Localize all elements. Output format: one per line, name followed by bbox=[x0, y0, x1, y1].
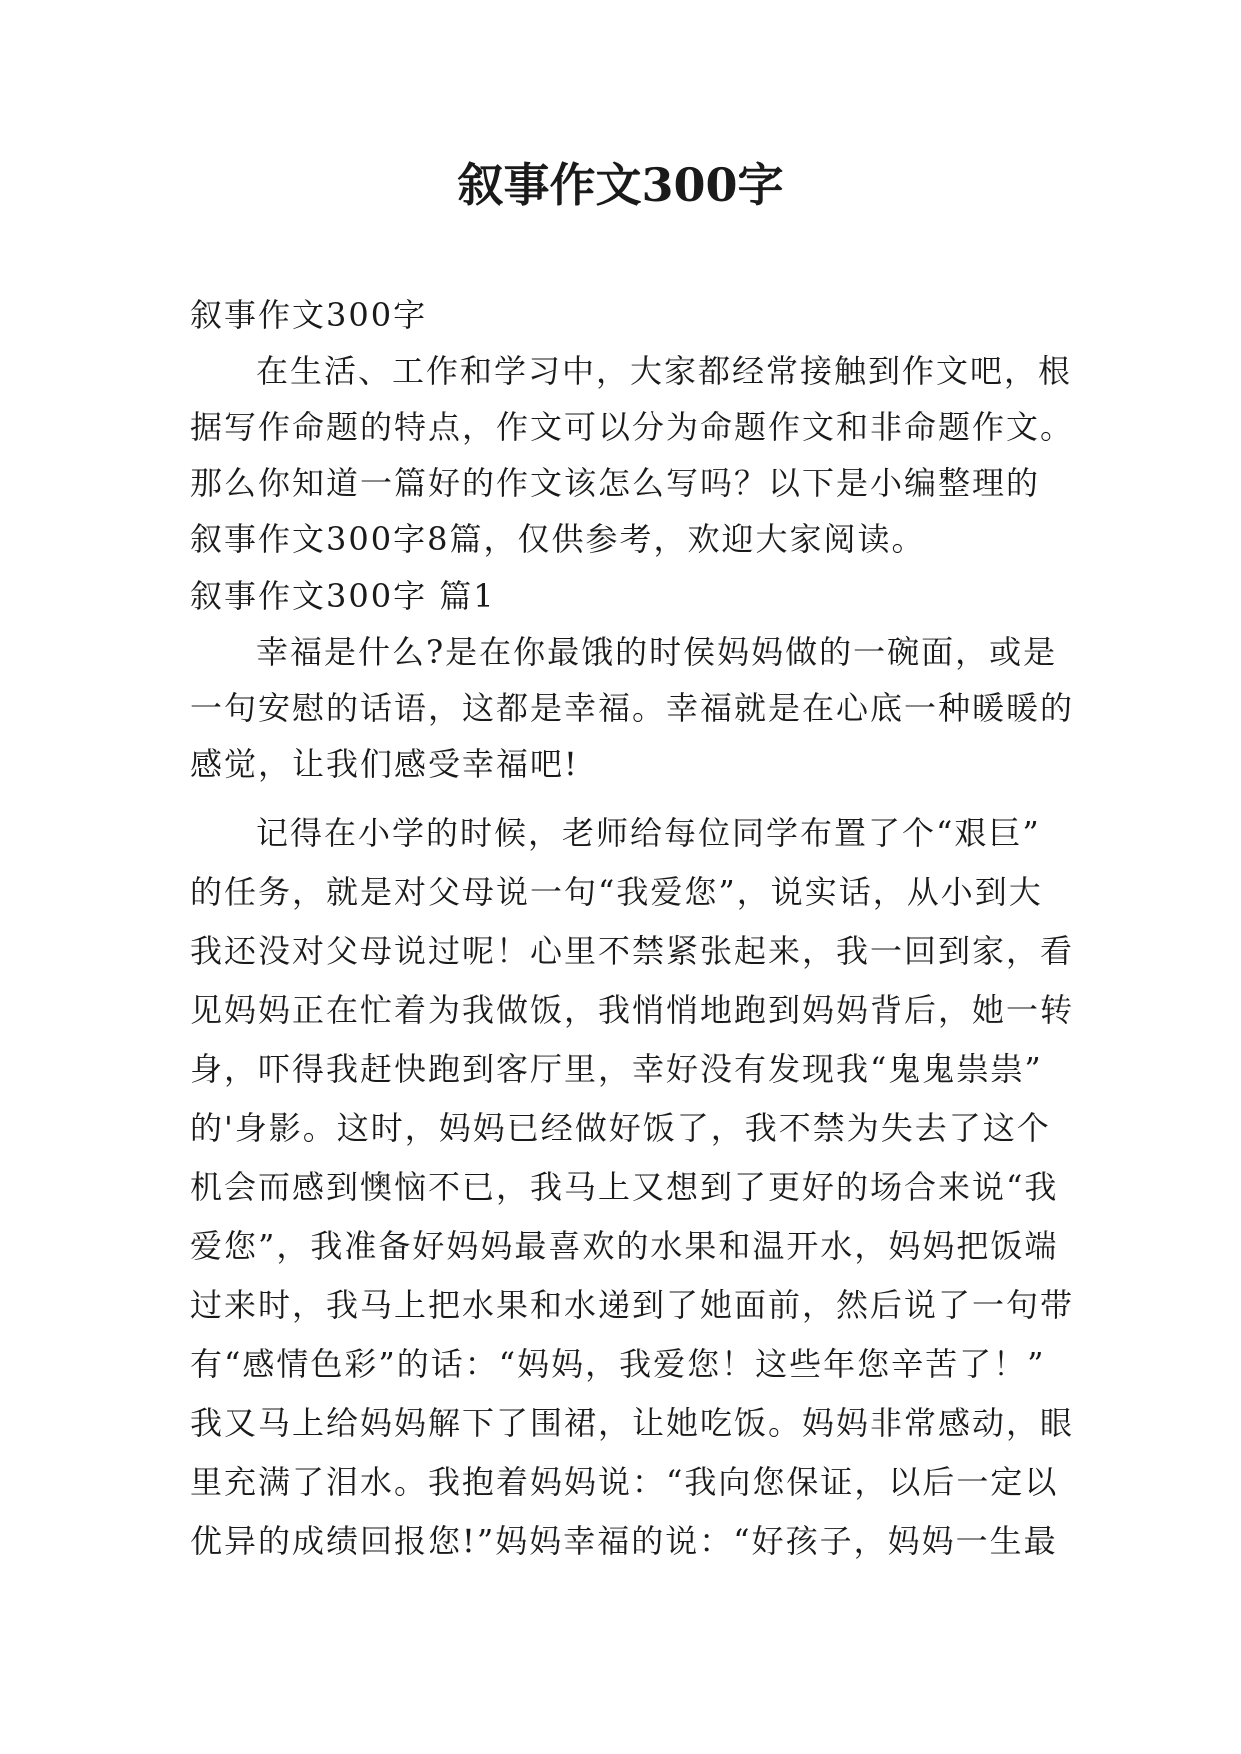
paragraph-line: 叙事作文300字8篇，仅供参考，欢迎大家阅读。 bbox=[190, 520, 926, 558]
paragraph-line: 据写作命题的特点，作文可以分为命题作文和非命题作文。 bbox=[190, 408, 1075, 446]
paragraph-line: 优异的成绩回报您!”妈妈幸福的说：“好孩子，妈妈一生最 bbox=[190, 1522, 1058, 1560]
paragraph-line: 一句安慰的话语，这都是幸福。幸福就是在心底一种暖暖的 bbox=[190, 689, 1075, 727]
paragraph-line: 过来时，我马上把水果和水递到了她面前，然后说了一句带 bbox=[190, 1286, 1075, 1324]
paragraph-line: 我又马上给妈妈解下了围裙，让她吃饭。妈妈非常感动，眼 bbox=[190, 1404, 1075, 1442]
paragraph-line: 记得在小学的时候，老师给每位同学布置了个“艰巨” bbox=[256, 814, 1041, 852]
paragraph-line: 有“感情色彩”的话：“妈妈，我爱您！这些年您辛苦了！” bbox=[190, 1345, 1046, 1383]
paragraph-line: 见妈妈正在忙着为我做饭，我悄悄地跑到妈妈背后，她一转 bbox=[190, 991, 1075, 1029]
paragraph-line: 爱您”，我准备好妈妈最喜欢的水果和温开水，妈妈把饭端 bbox=[190, 1227, 1059, 1265]
paragraph-line: 在生活、工作和学习中，大家都经常接触到作文吧，根 bbox=[256, 352, 1073, 390]
paragraph-line: 感觉，让我们感受幸福吧! bbox=[190, 745, 579, 783]
paragraph-line: 的'身影。这时，妈妈已经做好饭了，我不禁为失去了这个 bbox=[190, 1109, 1051, 1147]
paragraph-line: 里充满了泪水。我抱着妈妈说：“我向您保证，以后一定以 bbox=[190, 1463, 1059, 1501]
subtitle-line: 叙事作文300字 bbox=[190, 296, 428, 334]
paragraph-line: 我还没对父母说过呢！心里不禁紧张起来，我一回到家，看 bbox=[190, 932, 1075, 970]
paragraph-line: 幸福是什么?是在你最饿的时侯妈妈做的一碗面，或是 bbox=[256, 633, 1058, 671]
paragraph-line: 那么你知道一篇好的作文该怎么写吗？以下是小编整理的 bbox=[190, 464, 1041, 502]
paragraph-line: 的任务，就是对父母说一句“我爱您”，说实话，从小到大 bbox=[190, 873, 1043, 911]
section-heading: 叙事作文300字 篇1 bbox=[190, 577, 496, 615]
paragraph-line: 机会而感到懊恼不已，我马上又想到了更好的场合来说“我 bbox=[190, 1168, 1059, 1206]
document-title: 叙事作文300字 bbox=[457, 158, 784, 212]
paragraph-line: 身，吓得我赶快跑到客厅里，幸好没有发现我“鬼鬼祟祟” bbox=[190, 1050, 1043, 1088]
